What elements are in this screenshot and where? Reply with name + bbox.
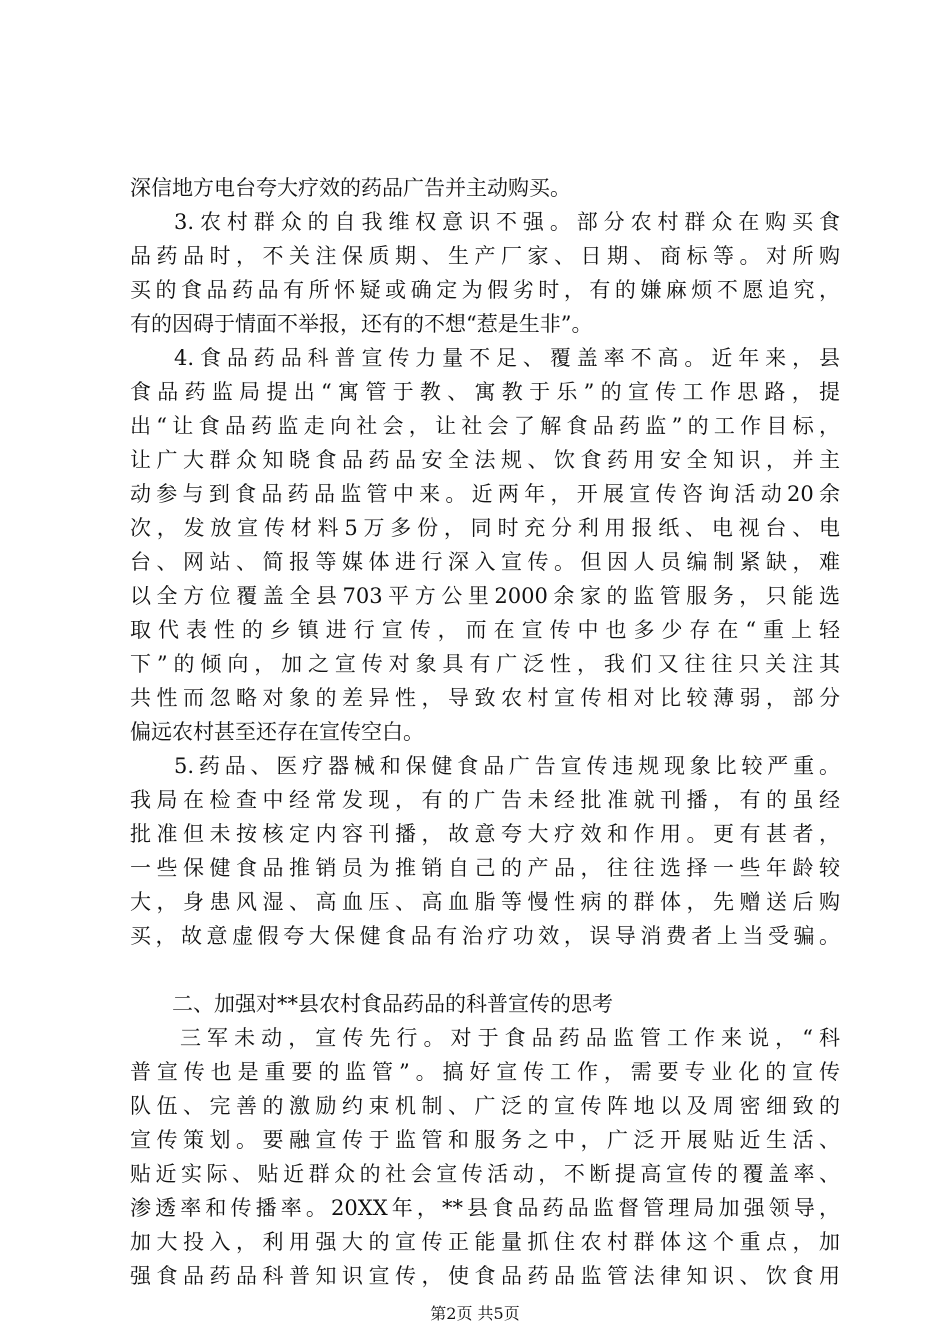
text-line: 食品药监局提出“寓管于教、寓教于乐”的宣传工作思路，提 (130, 380, 840, 404)
text-line: 我局在检查中经常发现，有的广告未经批准就刊播，有的虽经 (130, 788, 840, 812)
section-heading: 二、加强对**县农村食品药品的科普宣传的思考 (172, 992, 613, 1016)
text-line: 批准但未按核定内容刊播，故意夸大疗效和作用。更有甚者， (130, 822, 840, 846)
text-line: 共性而忽略对象的差异性，导致农村宣传相对比较薄弱，部分 (130, 686, 840, 710)
text-line: 有的因碍于情面不举报，还有的不想“惹是生非”。 (130, 312, 593, 336)
text-line: 出“让食品药监走向社会，让社会了解食品药监”的工作目标， (130, 414, 840, 438)
text-line: 宣传策划。要融宣传于监管和服务之中，广泛开展贴近生活、 (130, 1128, 840, 1152)
text-line: 加大投入，利用强大的宣传正能量抓住农村群体这个重点，加 (130, 1230, 840, 1254)
text-line: 以全方位覆盖全县703平方公里2000余家的监管服务，只能选 (130, 584, 840, 608)
text-line: 队伍、完善的激励约束机制、广泛的宣传阵地以及周密细致的 (130, 1094, 840, 1118)
paragraph-gap (130, 953, 840, 987)
text-line: 让广大群众知晓食品药品安全法规、饮食药用安全知识，并主 (130, 448, 840, 472)
document-body (130, 171, 840, 1293)
text-line: 普宣传也是重要的监管”。搞好宣传工作，需要专业化的宣传 (130, 1060, 840, 1084)
text-line: 强食品药品科普知识宣传，使食品药品监管法律知识、饮食用 (130, 1264, 840, 1288)
text-line: 台、网站、简报等媒体进行深入宣传。但因人员编制紧缺，难 (130, 550, 840, 574)
text-line: 买的食品药品有所怀疑或确定为假劣时，有的嫌麻烦不愿追究， (130, 278, 840, 302)
text-line: 偏远农村甚至还存在宣传空白。 (130, 720, 424, 744)
text-line: 渗透率和传播率。20XX年，**县食品药品监督管理局加强领导， (130, 1196, 840, 1220)
paragraph-start: 三军未动，宣传先行。对于食品药品监管工作来说，“科 (180, 1026, 840, 1050)
text-line: 深信地方电台夸大疗效的药品广告并主动购买。 (130, 176, 571, 200)
text-line: 次，发放宣传材料5万多份，同时充分利用报纸、电视台、电 (130, 516, 840, 540)
text-line: 动参与到食品药品监管中来。近两年，开展宣传咨询活动20余 (130, 482, 840, 506)
text-line: 大，身患风湿、高血压、高血脂等慢性病的群体，先赠送后购 (130, 890, 840, 914)
text-line: 一些保健食品推销员为推销自己的产品，往往选择一些年龄较 (130, 856, 840, 880)
paragraph-start-3: 3.农村群众的自我维权意识不强。部分农村群众在购买食 (174, 210, 840, 234)
text-line: 下”的倾向，加之宣传对象具有广泛性，我们又往往只关注其 (130, 652, 840, 676)
text-line: 贴近实际、贴近群众的社会宣传活动，不断提高宣传的覆盖率、 (130, 1162, 840, 1186)
text-line: 取代表性的乡镇进行宣传，而在宣传中也多少存在“重上轻 (130, 618, 840, 642)
page-number: 第2页 共5页 (430, 1304, 520, 1323)
text-line: 品药品时，不关注保质期、生产厂家、日期、商标等。对所购 (130, 244, 840, 268)
text-line: 买，故意虚假夸大保健食品有治疗功效，误导消费者上当受骗。 (130, 924, 840, 948)
paragraph-start-4: 4.食品药品科普宣传力量不足、覆盖率不高。近年来，县 (174, 346, 840, 370)
paragraph-start-5: 5.药品、医疗器械和保健食品广告宣传违规现象比较严重。 (174, 754, 840, 778)
